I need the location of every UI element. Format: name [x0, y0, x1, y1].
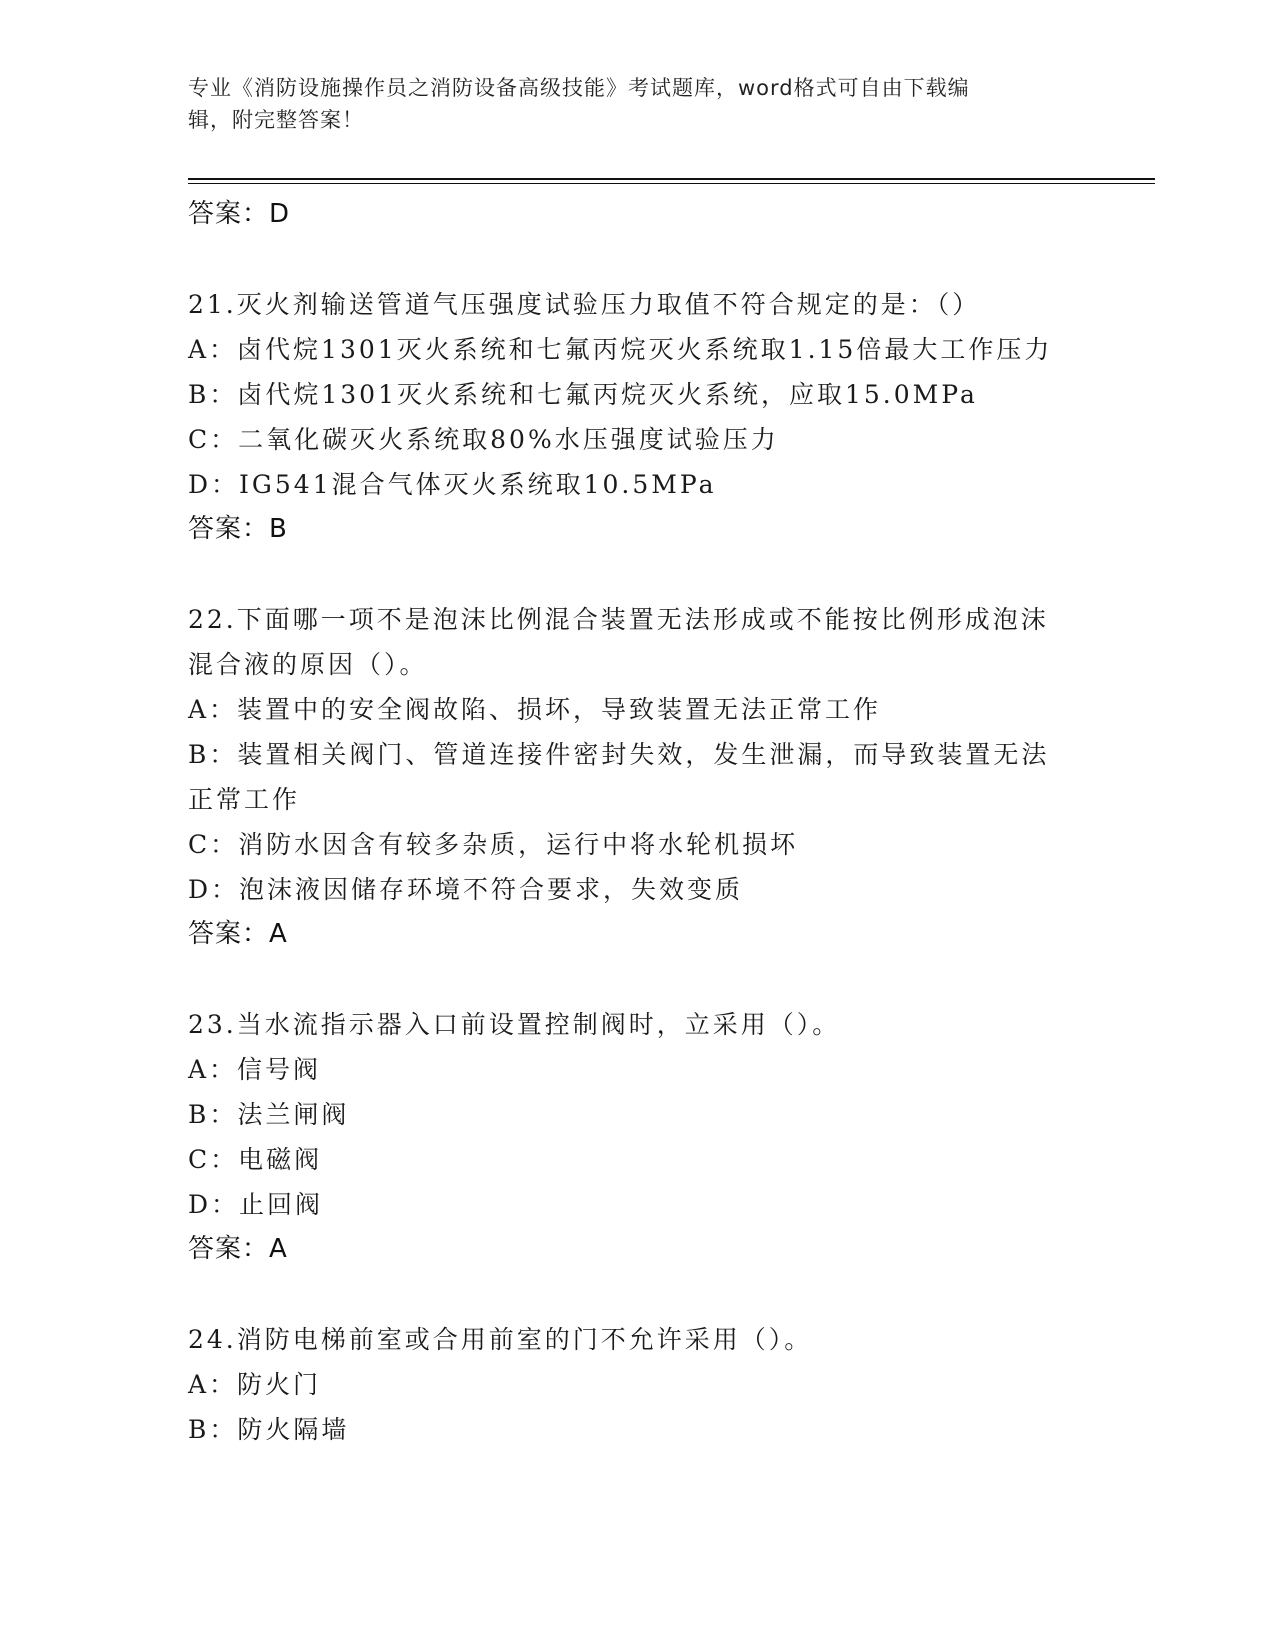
document-header [188, 72, 1088, 136]
option-line: D：泡沫液因储存环境不符合要求，失效变质 [188, 875, 744, 904]
option-line: 正常工作 [188, 785, 301, 814]
question-block [188, 597, 1088, 1002]
question-block [188, 1317, 1088, 1452]
question-stem-line: 23.当水流指示器入口前设置控制阀时，立采用（）。 [188, 1010, 841, 1039]
option-line: C：消防水因含有较多杂质，运行中将水轮机损坏 [188, 830, 799, 859]
option-line: A：信号阀 [188, 1055, 322, 1084]
questions-container [188, 282, 1088, 1452]
option-line: A：卤代烷1301灭火系统和七氟丙烷灭火系统取1.15倍最大工作压力 [188, 335, 1053, 364]
spacer [188, 237, 1088, 282]
answer-line: 答案：B [188, 514, 288, 544]
spacer [188, 1272, 1088, 1317]
option-line: A：装置中的安全阀故陷、损坏，导致装置无法正常工作 [188, 695, 882, 724]
question-stem-line: 21.灭火剂输送管道气压强度试验压力取值不符合规定的是：（） [188, 290, 981, 319]
header-divider-thin [188, 183, 1155, 184]
option-line: B：装置相关阀门、管道连接件密封失效，发生泄漏，而导致装置无法 [188, 740, 1050, 769]
answer-line: 答案：A [188, 919, 288, 949]
option-line: D：止回阀 [188, 1190, 324, 1219]
option-line: C：二氧化碳灭火系统取80%水压强度试验压力 [188, 425, 779, 454]
previous-answer: 答案：D [188, 199, 291, 229]
answer-line: 答案：A [188, 1234, 288, 1264]
spacer [188, 957, 1088, 1002]
question-list [188, 192, 1088, 1452]
option-line: B：法兰闸阀 [188, 1100, 350, 1129]
header-divider-thick [188, 178, 1155, 180]
question-block [188, 282, 1088, 597]
option-line: D：IG541混合气体灭火系统取10.5MPa [188, 470, 717, 499]
question-stem-line: 22.下面哪一项不是泡沫比例混合装置无法形成或不能按比例形成泡沫 [188, 605, 1049, 634]
option-line: B：防火隔墙 [188, 1415, 350, 1444]
question-block [188, 1002, 1088, 1317]
question-stem-line: 24.消防电梯前室或合用前室的门不允许采用（）。 [188, 1325, 813, 1354]
option-line: C：电磁阀 [188, 1145, 323, 1174]
question-stem-line: 混合液的原因（）。 [188, 650, 428, 679]
header-line-1: 专业《消防设施操作员之消防设备高级技能》考试题库，word格式可自由下载编 [188, 76, 970, 100]
spacer [188, 552, 1088, 597]
option-line: A：防火门 [188, 1370, 322, 1399]
option-line: B：卤代烷1301灭火系统和七氟丙烷灭火系统，应取15.0MPa [188, 380, 978, 409]
header-line-2: 辑，附完整答案！ [188, 108, 364, 132]
